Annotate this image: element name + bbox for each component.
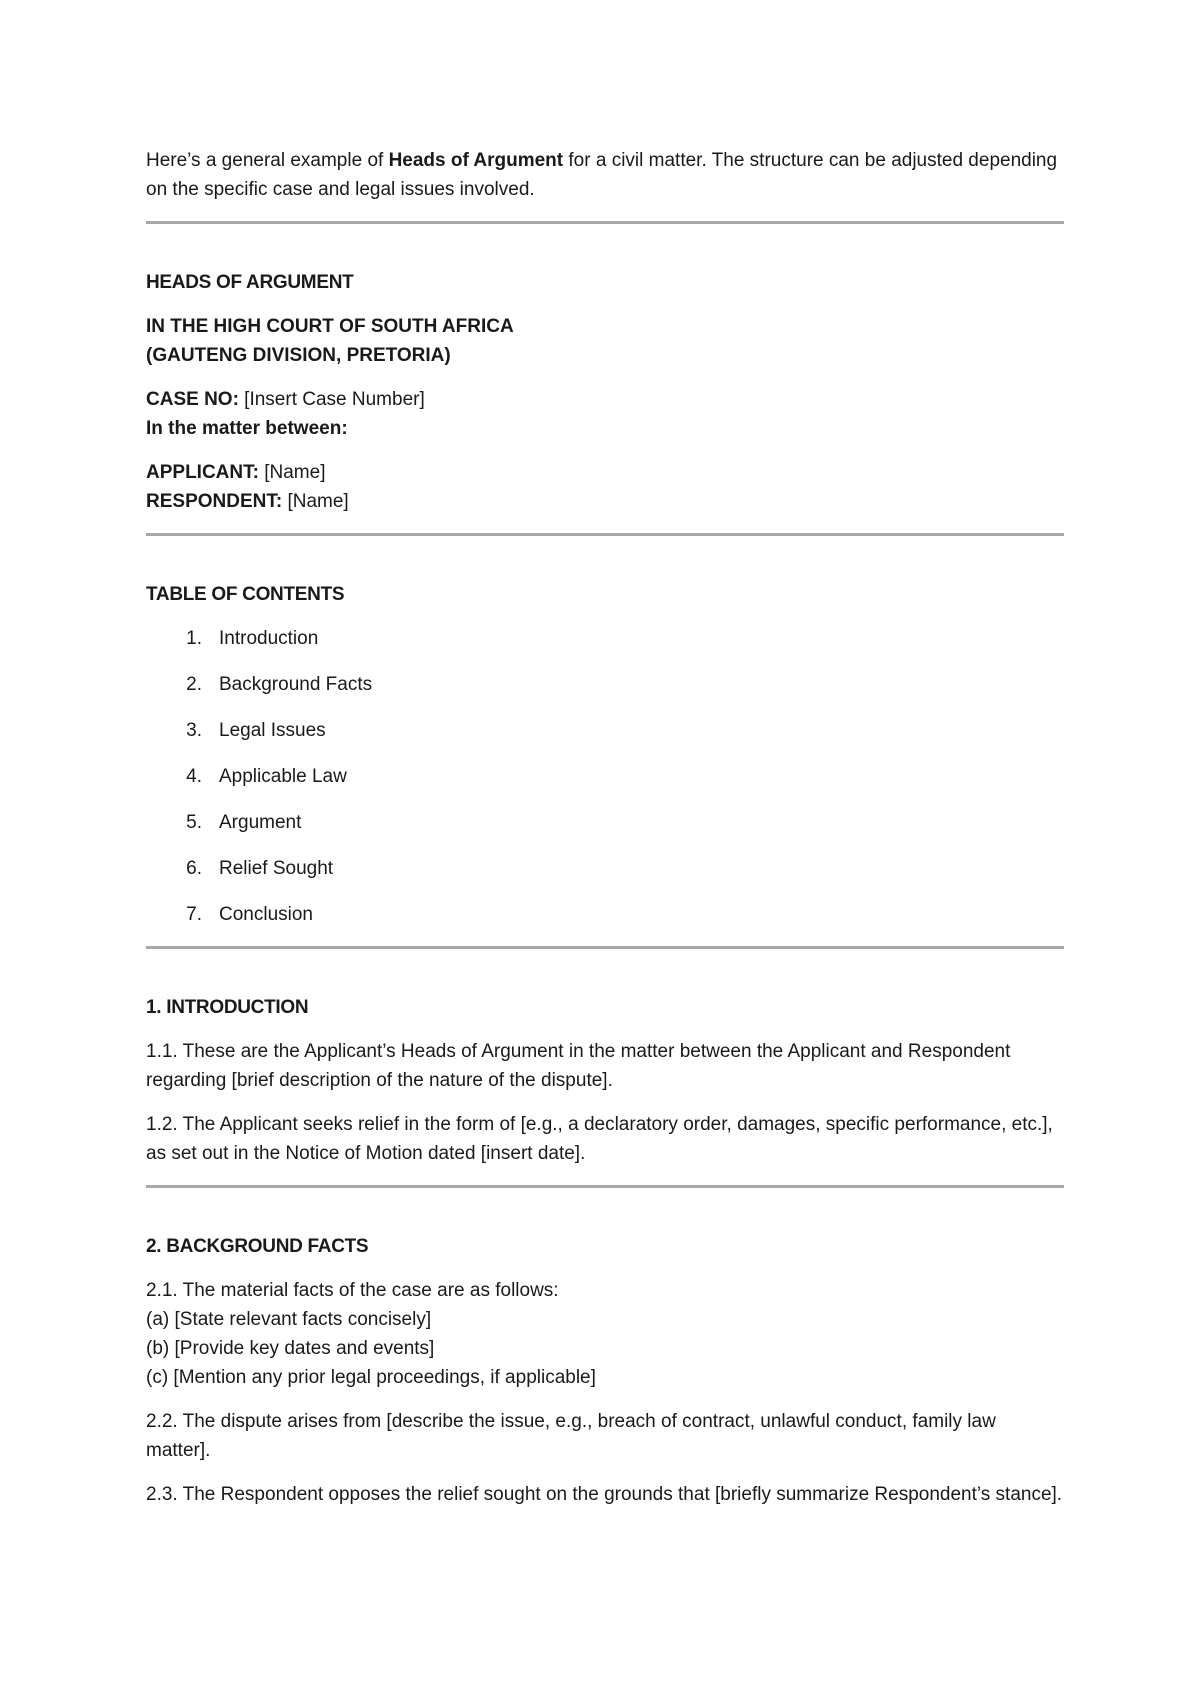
toc-item-number: 3. <box>186 720 202 741</box>
paragraph-line: (c) [Mention any prior legal proceedings, if applicable] <box>146 1367 596 1388</box>
paragraph-1-1: 1.1. These are the Applicant’s Heads of Argument in the matter between the Applicant and Respondent regarding [brief description of the nature of the dispute]. <box>146 1041 1011 1091</box>
case-block <box>146 385 1064 443</box>
case-value: [Insert Case Number] <box>238 389 425 410</box>
toc-item <box>146 900 1064 929</box>
intro-text-after: for a civil matter. The structure can be adjusted depending on the specific case and legal issues involved. <box>146 150 1058 200</box>
toc-item-number: 7. <box>186 904 202 925</box>
court-name: IN THE HIGH COURT OF SOUTH AFRICA <box>146 316 514 337</box>
toc-title: TABLE OF CONTENTS <box>146 584 345 605</box>
toc-list <box>146 624 1064 929</box>
toc-item-number: 2. <box>186 674 202 695</box>
court-division: (GAUTENG DIVISION, PRETORIA) <box>146 345 451 366</box>
divider <box>146 1185 1064 1188</box>
applicant-value: [Name] <box>258 462 326 483</box>
paragraph-1-2: 1.2. The Applicant seeks relief in the form of [e.g., a declaratory order, damages, specific performance, etc.], as set out in the Notice of Motion dated [insert date]. <box>146 1114 1053 1164</box>
toc-item <box>146 716 1064 745</box>
divider <box>146 533 1064 536</box>
section-title-introduction: 1. INTRODUCTION <box>146 997 309 1018</box>
toc-item <box>146 670 1064 699</box>
paragraph-2-2: 2.2. The dispute arises from [describe the issue, e.g., breach of contract, unlawful conduct, family law matter]. <box>146 1411 996 1461</box>
intro-text-bold: Heads of Argument <box>388 150 564 171</box>
toc-item-number: 6. <box>186 858 202 879</box>
toc-item-label: Introduction <box>219 628 319 649</box>
respondent-value: [Name] <box>282 491 349 512</box>
toc-item-label: Legal Issues <box>219 720 326 741</box>
divider <box>146 946 1064 949</box>
respondent-label: RESPONDENT: <box>146 491 283 512</box>
toc-item <box>146 854 1064 883</box>
respondent-line <box>146 487 1064 516</box>
paragraph-line: (a) [State relevant facts concisely] <box>146 1309 432 1330</box>
toc-item-label: Background Facts <box>219 674 373 695</box>
toc-item-number: 4. <box>186 766 202 787</box>
toc-item <box>146 762 1064 791</box>
parties-block <box>146 458 1064 516</box>
paragraph-line: (b) [Provide key dates and events] <box>146 1338 435 1359</box>
case-label: CASE NO: <box>146 389 239 410</box>
document-body <box>146 146 1064 1509</box>
toc-item <box>146 624 1064 653</box>
toc-item <box>146 808 1064 837</box>
section-title-background: 2. BACKGROUND FACTS <box>146 1236 369 1257</box>
court-block <box>146 312 1064 370</box>
paragraph-2-3: 2.3. The Respondent opposes the relief sought on the grounds that [briefly summarize Respondent’s stance]. <box>146 1484 1063 1505</box>
matter-between: In the matter between: <box>146 418 348 439</box>
paragraph-2-1 <box>146 1276 1064 1392</box>
toc-item-label: Conclusion <box>219 904 313 925</box>
case-number <box>146 385 1064 414</box>
toc-item-number: 5. <box>186 812 202 833</box>
intro-paragraph <box>146 146 1064 204</box>
toc-item-label: Argument <box>219 812 302 833</box>
intro-text-before: Here’s a general example of <box>146 150 389 171</box>
toc-item-label: Relief Sought <box>219 858 334 879</box>
applicant-line <box>146 458 1064 487</box>
toc-item-number: 1. <box>186 628 202 649</box>
divider <box>146 221 1064 224</box>
document-title: HEADS OF ARGUMENT <box>146 272 354 293</box>
applicant-label: APPLICANT: <box>146 462 259 483</box>
paragraph-line: 2.1. The material facts of the case are as follows: <box>146 1280 559 1301</box>
toc-item-label: Applicable Law <box>219 766 347 787</box>
